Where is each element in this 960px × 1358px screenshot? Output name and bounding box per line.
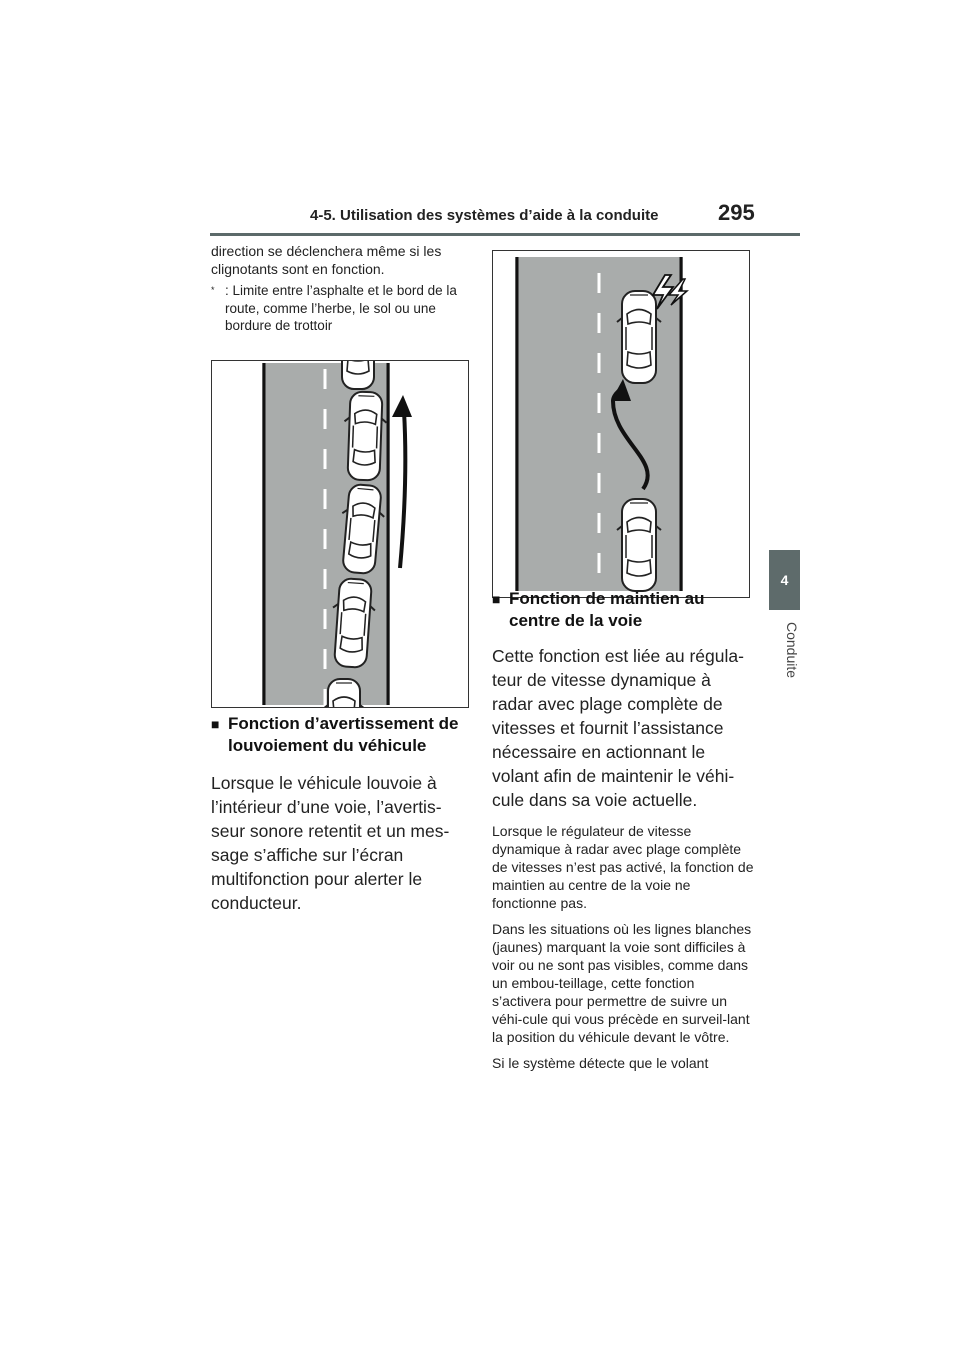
heading-weaving-text: Fonction d’avertissement de louvoiement du véhicule [228,714,459,755]
car-icon [617,291,661,383]
arrow-head-icon [392,395,412,417]
heading-lane-centering-text: Fonction de maintien au centre de la voie [509,589,705,630]
figure-weaving-warning [211,360,469,708]
car-icon [617,499,661,591]
chapter-label: Conduite [784,622,800,679]
chapter-tab [769,550,800,610]
right-section-lane-centering [492,588,756,1072]
figure-lane-centering [492,250,750,598]
left-column-text [211,242,473,335]
chapter-number: 4 [780,572,789,588]
bullet-square-icon: ■ [492,591,501,607]
car-icon [342,391,387,480]
bullet-square-icon: ■ [211,716,220,732]
weaving-body: Lorsque le véhicule louvoie à l’intérieur d’une voie, l’avertis-seur sonore retentit et un mes-sage s’affiche sur l’écran multifonction pour alerter le conducteur. [211,773,450,913]
lane-centering-body: Cette fonction est liée au régula-teur de vitesse dynamique à radar avec plage complète de vitesses et fournit l’assistance nécessaire en actionnant le volant afin de maintenir le véhi-cule dans sa voie actuelle. [492,646,744,810]
lane-centering-illustration [493,251,749,597]
section-title: 4-5. Utilisation des systèmes d’aide à la conduite [310,207,659,224]
intro-text: direction se déclenchera même si les clignotants sont en fonction. [211,243,442,277]
arrow-path [400,411,405,568]
lane-centering-para-3: Si le système détecte que le volant [492,1055,709,1071]
footnote-mark: * [211,285,215,295]
page-number: 295 [718,200,755,225]
lane-centering-para-2: Dans les situations où les lignes blanches (jaunes) marquant la voie sont difficiles à voir ou ne sont pas visibles, comme dans un embou-teillage, cette fonction s’activera pour permettre de suivre un véhi-cule qui vous précède en surveil-lant la position du véhicule devant le vôtre. [492,921,752,1045]
heading-weaving [211,713,473,757]
left-section-weaving [211,713,473,915]
heading-lane-centering [492,588,756,632]
footnote [211,282,473,335]
header-rule [210,233,800,236]
footnote-text: : Limite entre l’asphalte et le bord de la route, comme l’herbe, le sol ou une bordure de trottoir [225,283,457,333]
lane-centering-para-1: Lorsque le régulateur de vitesse dynamique à radar avec plage complète de vitesses n’est pas activé, la fonction de maintien au centre de la voie ne fonctionne pas. [492,823,754,911]
weaving-illustration [212,361,468,707]
